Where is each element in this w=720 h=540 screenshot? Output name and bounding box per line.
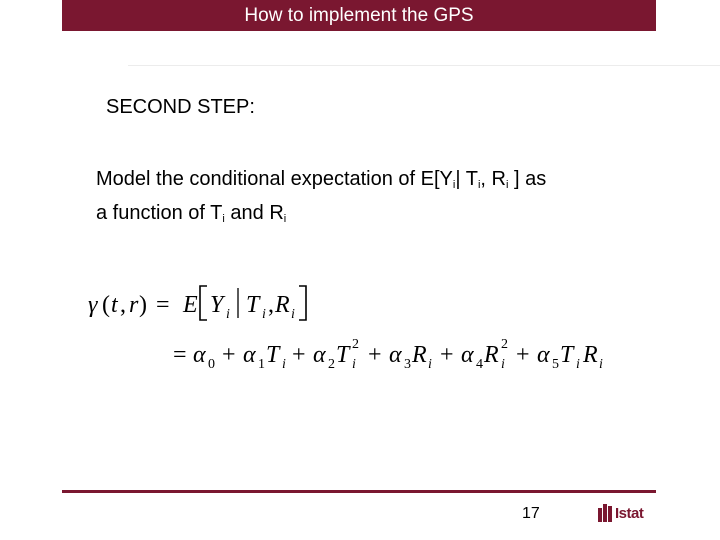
svg-text:): ) — [139, 292, 147, 318]
svg-text:α: α — [461, 342, 474, 368]
svg-text:α: α — [313, 342, 326, 368]
svg-text:R: R — [583, 342, 598, 368]
description-line-2: a function of $T_i$ and $R_i$ — [96, 202, 287, 225]
description-line-1: Model the conditional expectation of $E[Y_i|$ $T_i$, $R_i$ ] as — [96, 168, 547, 191]
svg-text:+: + — [292, 342, 306, 368]
footer-divider — [62, 490, 656, 493]
svg-text:α: α — [389, 342, 402, 368]
svg-text:3: 3 — [404, 357, 411, 372]
istat-logo — [598, 503, 643, 523]
svg-text:T: T — [336, 342, 350, 368]
page-number: 17 — [522, 505, 540, 522]
svg-text:,: , — [268, 292, 274, 318]
svg-text:=: = — [156, 292, 170, 318]
svg-text:i: i — [282, 357, 286, 372]
svg-text:i: i — [226, 307, 230, 322]
step-description — [96, 165, 656, 233]
svg-text:0: 0 — [208, 357, 215, 372]
svg-text:i: i — [262, 307, 266, 322]
svg-text:,: , — [120, 292, 126, 318]
svg-text:r: r — [129, 292, 139, 318]
svg-text:α: α — [193, 342, 206, 368]
svg-text:R: R — [412, 342, 427, 368]
svg-text:t: t — [111, 292, 118, 318]
svg-text:R: R — [484, 342, 499, 368]
svg-text:5: 5 — [552, 357, 559, 372]
svg-text:+: + — [222, 342, 236, 368]
svg-text:2: 2 — [328, 357, 335, 372]
svg-text:α: α — [243, 342, 256, 368]
svg-text:+: + — [440, 342, 454, 368]
istat-logo-icon — [598, 504, 612, 522]
svg-text:4: 4 — [476, 357, 483, 372]
svg-text:(: ( — [102, 292, 110, 318]
svg-text:i: i — [576, 357, 580, 372]
svg-text:2: 2 — [352, 337, 359, 352]
svg-text:T: T — [266, 342, 280, 368]
gps-formula — [80, 272, 640, 382]
step-label: SECOND STEP: — [106, 96, 255, 118]
header-divider — [128, 65, 720, 66]
svg-text:i: i — [291, 307, 295, 322]
slide-title-bar — [62, 0, 656, 31]
svg-text:i: i — [599, 357, 603, 372]
svg-text:i: i — [501, 357, 505, 372]
svg-text:+: + — [516, 342, 530, 368]
slide-title: How to implement the GPS — [244, 4, 474, 26]
svg-text:R: R — [275, 292, 290, 318]
svg-text:=: = — [173, 342, 187, 368]
svg-text:i: i — [428, 357, 432, 372]
svg-text:E: E — [183, 292, 198, 318]
logo-text: Istat — [615, 504, 644, 522]
svg-text:+: + — [368, 342, 382, 368]
svg-text:Y: Y — [210, 292, 224, 318]
svg-text:γ: γ — [88, 292, 98, 318]
svg-text:T: T — [246, 292, 260, 318]
svg-text:α: α — [537, 342, 550, 368]
svg-text:1: 1 — [258, 357, 265, 372]
svg-text:i: i — [352, 357, 356, 372]
svg-text:T: T — [560, 342, 574, 368]
svg-text:2: 2 — [501, 337, 508, 352]
